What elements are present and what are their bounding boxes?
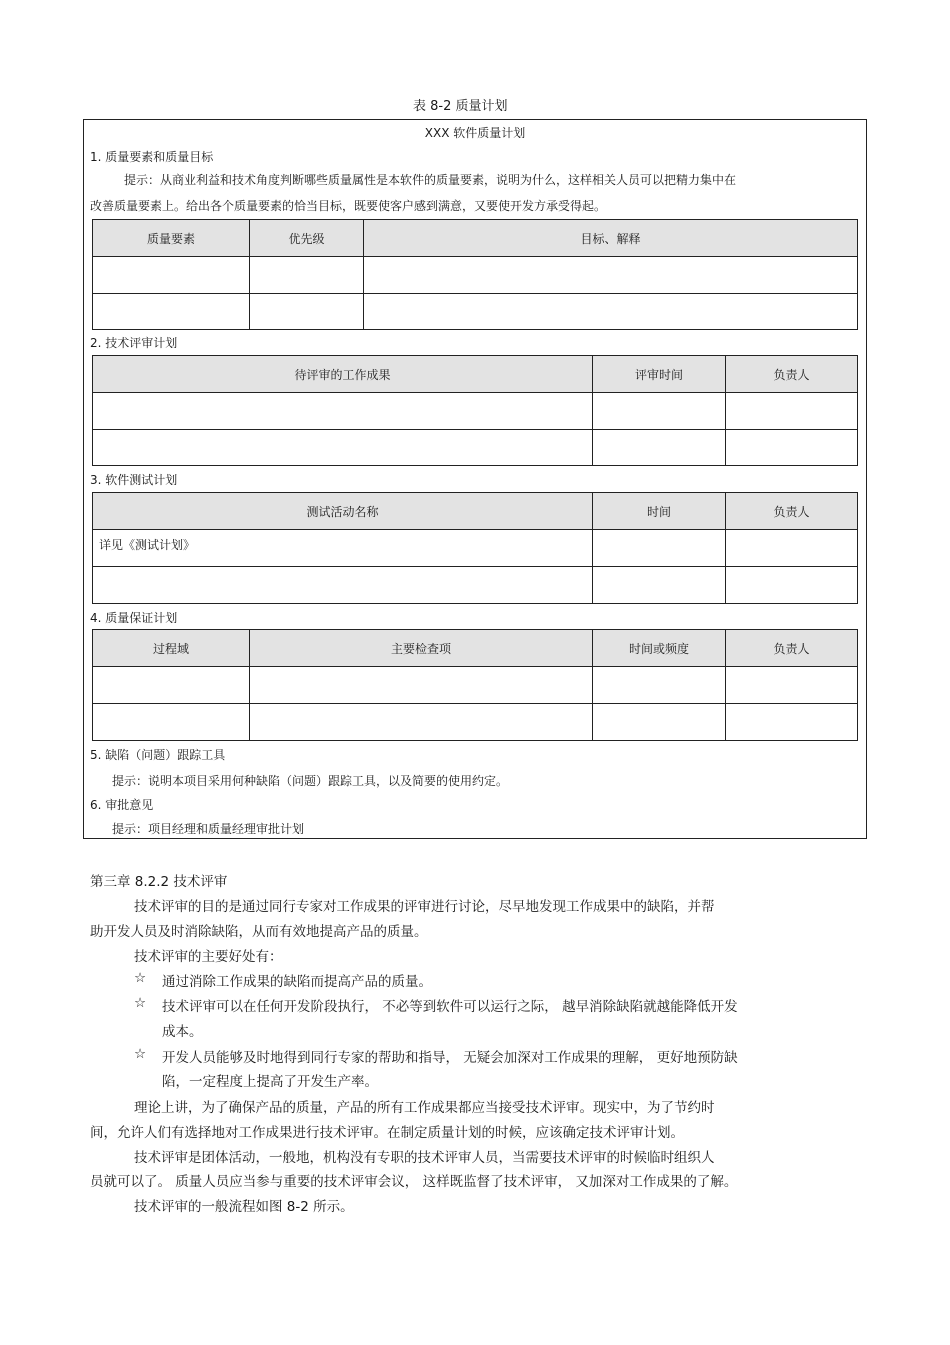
section-5-heading: 5. 缺陷（问题）跟踪工具 [90,748,226,762]
column-header: 评审时间 [593,356,726,393]
section-heading: 第三章 8.2.2 技术评审 [90,874,228,890]
bullet-text: 陷，一定程度上提高了开发生产率。 [162,1074,378,1090]
section-6-heading: 6. 审批意见 [90,798,154,812]
table-cell[interactable] [726,567,858,604]
section-3-heading: 3. 软件测试计划 [90,473,178,487]
table-cell[interactable]: 详见《测试计划》 [93,530,593,567]
star-icon: ☆ [134,970,147,986]
bullet-text: 开发人员能够及时地得到同行专家的帮助和指导， 无疑会加深对工作成果的理解， 更好地预防缺 [162,1050,738,1066]
table-row [93,567,858,604]
table-cell[interactable] [593,704,726,741]
column-header: 时间 [593,493,726,530]
section-1-hint: 提示：从商业利益和技术角度判断哪些质量属性是本软件的质量要素，说明为什么，这样相关人员可以把精力集中在 [124,173,737,187]
table-row [93,530,858,567]
quality-elements-table [92,219,858,330]
table-cell[interactable] [593,530,726,567]
column-header: 负责人 [726,630,858,667]
column-header: 主要检查项 [250,630,593,667]
star-icon: ☆ [134,1046,147,1062]
paragraph: 理论上讲，为了确保产品的质量，产品的所有工作成果都应当接受技术评审。现实中，为了节约时 [134,1100,715,1116]
table-cell[interactable] [593,393,726,430]
table-caption: 表 8-2 质量计划 [413,99,508,114]
test-plan-table [92,492,858,604]
column-header: 待评审的工作成果 [93,356,593,393]
paragraph: 技术评审的目的是通过同行专家对工作成果的评审进行讨论，尽早地发现工作成果中的缺陷，并帮 [134,899,715,915]
table-cell[interactable] [364,257,858,294]
section-6-hint: 提示：项目经理和质量经理审批计划 [112,822,305,836]
column-header: 目标、解释 [364,220,858,257]
table-cell[interactable] [250,704,593,741]
paragraph: 技术评审的一般流程如图 8-2 所示。 [134,1199,354,1215]
table-cell[interactable] [726,393,858,430]
paragraph: 员就可以了。 质量人员应当参与重要的技术评审会议， 这样既监督了技术评审， 又加深对工作成果的了解。 [90,1174,738,1190]
table-row [93,667,858,704]
paragraph: 助开发人员及时消除缺陷，从而有效地提高产品的质量。 [90,924,428,940]
section-1-hint-cont: 改善质量要素上。给出各个质量要素的恰当目标，既要使客户感到满意，又要使开发方承受得起。 [90,199,607,213]
table-cell[interactable] [726,530,858,567]
section-4-heading: 4. 质量保证计划 [90,611,178,625]
table-cell[interactable] [364,294,858,330]
table-cell[interactable] [93,667,250,704]
table-row [93,393,858,430]
table-cell[interactable] [93,257,250,294]
table-cell[interactable] [726,430,858,466]
section-2-heading: 2. 技术评审计划 [90,336,178,350]
section-1-heading: 1. 质量要素和质量目标 [90,150,214,164]
bullet-text: 成本。 [162,1024,203,1040]
table-row [93,294,858,330]
table-row [93,704,858,741]
table-cell[interactable] [250,294,364,330]
column-header: 测试活动名称 [93,493,593,530]
review-plan-table [92,355,858,466]
column-header: 优先级 [250,220,364,257]
paragraph: 技术评审是团体活动，一般地，机构没有专职的技术评审人员，当需要技术评审的时候临时组织人 [134,1150,715,1166]
bullet-text: 技术评审可以在任何开发阶段执行， 不必等到软件可以运行之际， 越早消除缺陷就越能降低开发 [162,999,738,1015]
table-cell[interactable] [93,704,250,741]
column-header: 质量要素 [93,220,250,257]
section-5-hint: 提示：说明本项目采用何种缺陷（问题）跟踪工具，以及简要的使用约定。 [112,774,509,788]
column-header: 过程域 [93,630,250,667]
table-cell[interactable] [93,567,593,604]
table-cell[interactable] [250,667,593,704]
table-cell[interactable] [593,567,726,604]
table-row [93,257,858,294]
paragraph: 技术评审的主要好处有： [134,949,283,965]
column-header: 时间或频度 [593,630,726,667]
table-cell[interactable] [593,430,726,466]
table-row [93,430,858,466]
bullet-text: 通过消除工作成果的缺陷而提高产品的质量。 [162,974,432,990]
table-cell[interactable] [726,667,858,704]
table-cell[interactable] [93,393,593,430]
table-cell[interactable] [93,294,250,330]
form-title: XXX 软件质量计划 [424,126,526,140]
column-header: 负责人 [726,356,858,393]
paragraph: 间，允许人们有选择地对工作成果进行技术评审。在制定质量计划的时候，应该确定技术评审计划。 [90,1125,684,1141]
table-cell[interactable] [93,430,593,466]
star-icon: ☆ [134,995,147,1011]
table-cell[interactable] [593,667,726,704]
table-cell[interactable] [250,257,364,294]
qa-plan-table [92,629,858,741]
table-cell[interactable] [726,704,858,741]
column-header: 负责人 [726,493,858,530]
